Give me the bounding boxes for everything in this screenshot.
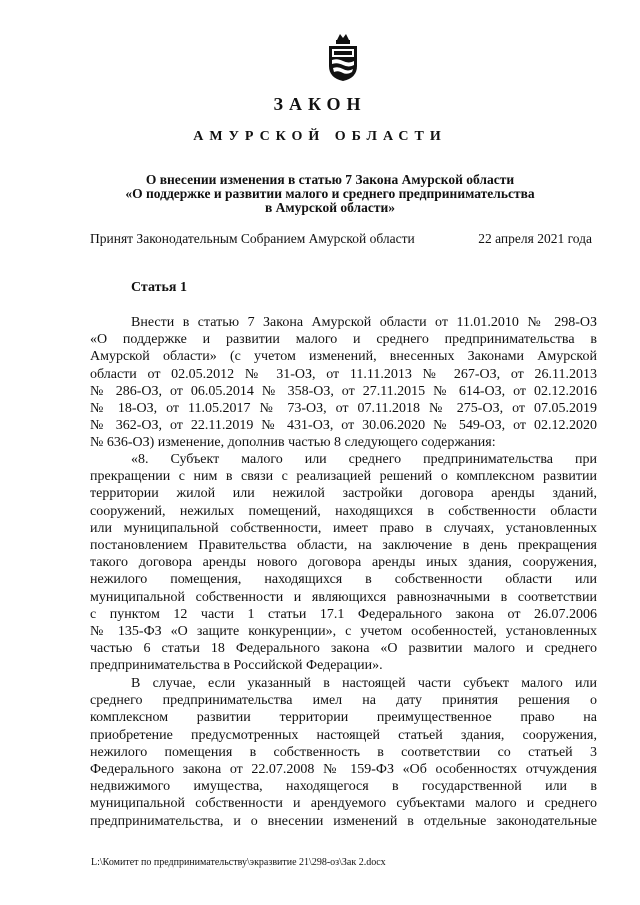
paragraph-3 xyxy=(90,675,597,830)
adopted-by: Принят Законодательным Собранием Амурской области xyxy=(90,231,415,246)
text-line: нежилого помещения в собственность в соответствии со статьей 3 xyxy=(90,744,597,760)
footer-file-path: L:\Комитет по предпринимательству\экразвитие 21\298-оз\Зак 2.docx xyxy=(91,857,386,868)
article-title: Статья 1 xyxy=(131,280,187,295)
heading-line: в Амурской области» xyxy=(264,200,395,215)
text-line: № 362-ОЗ, от 22.11.2019 № 431-ОЗ, от 30.06.2020 № 549-ОЗ, от 02.12.2020 xyxy=(90,418,597,434)
text-line: недвижимого имущества, находящегося в государственной или в xyxy=(90,779,597,795)
text-line: предпринимательства, и о внесении изменений в отдельные законодательные xyxy=(90,813,597,829)
text-line: «8. Субъект малого или среднего предпринимательства при xyxy=(131,452,597,467)
text-line: В случае, если указанный в настоящей части субъект малого или xyxy=(131,676,597,691)
text-line: с пунктом 12 части 1 статьи 17.1 Федерального закона от 26.07.2006 xyxy=(90,606,597,622)
text-line: № 636-ОЗ) изменение, дополнив частью 8 следующего содержания: xyxy=(90,435,496,451)
text-line: нежилого помещения, находящихся в собственности области или xyxy=(90,572,597,588)
text-line: «О поддержке и развитии малого и среднего предпринимательства в xyxy=(90,332,597,348)
text-line: или муниципальной собственности, имеет право в случаях, установленных xyxy=(90,520,597,536)
text-line: приобретение предусмотренных настоящей статьей здания, сооружения, xyxy=(90,727,597,743)
text-line: Федерального закона от 22.07.2008 № 159-ФЗ «Об особенностях отчуждения xyxy=(90,761,597,777)
text-line: постановлением Правительства области, на заключение в день прекращения xyxy=(90,537,597,553)
text-line: № 18-ОЗ, от 11.05.2017 № 73-ОЗ, от 07.11.2018 № 275-ОЗ, от 07.05.2019 xyxy=(90,400,597,416)
text-line: прекращении с ним в связи с реализацией решений о комплексном развитии xyxy=(90,469,597,485)
adopted-date: 22 апреля 2021 года xyxy=(478,231,592,246)
text-line: области от 02.05.2012 № 31-ОЗ, от 11.11.2013 № 267-ОЗ, от 26.11.2013 xyxy=(90,366,597,382)
text-line: Амурской области» (с учетом изменений, внесенных Законами Амурской xyxy=(90,349,597,365)
paragraph-2 xyxy=(90,451,597,674)
text-line: № 135-ФЗ «О защите конкуренции», с учетом особенностей, установленных xyxy=(90,623,597,639)
text-line: территории жилой или нежилой застройки договора аренды зданий, xyxy=(90,486,597,502)
heading-line: «О поддержке и развитии малого и среднего предпринимательства xyxy=(125,186,535,201)
law-region-subtitle: АМУРСКОЙ ОБЛАСТИ xyxy=(193,129,447,144)
text-line: частью 6 статьи 18 Федерального закона «О развитии малого и среднего xyxy=(90,641,597,657)
paragraph-1 xyxy=(90,314,597,452)
text-line: муниципальной собственности и арендуемого субъектами малого и среднего xyxy=(90,796,597,812)
text-line: предпринимательства в Российской Федерации». xyxy=(90,658,383,674)
text-line: сооружений, нежилых помещений, находящихся в собственности области xyxy=(90,503,597,519)
text-line: муниципальной собственности и являющихся равнозначными в соответствии xyxy=(90,589,597,605)
law-title: ЗАКОН xyxy=(273,94,367,114)
coat-of-arms-emblem xyxy=(326,30,360,82)
text-line: № 286-ОЗ, от 06.05.2014 № 358-ОЗ, от 27.11.2015 № 614-ОЗ, от 02.12.2016 xyxy=(90,383,597,399)
text-line: Внести в статью 7 Закона Амурской области от 11.01.2010 № 298-ОЗ xyxy=(131,315,597,330)
law-heading xyxy=(40,173,620,215)
text-line: среднего предпринимательства имел на дату принятия решения о xyxy=(90,693,597,709)
text-line: такого договора аренды нового договора аренды иных здания, сооружения, xyxy=(90,555,597,571)
heading-line: О внесении изменения в статью 7 Закона Амурской области xyxy=(145,172,515,187)
text-line: комплексном развитии территории преимущественное право на xyxy=(90,710,597,726)
